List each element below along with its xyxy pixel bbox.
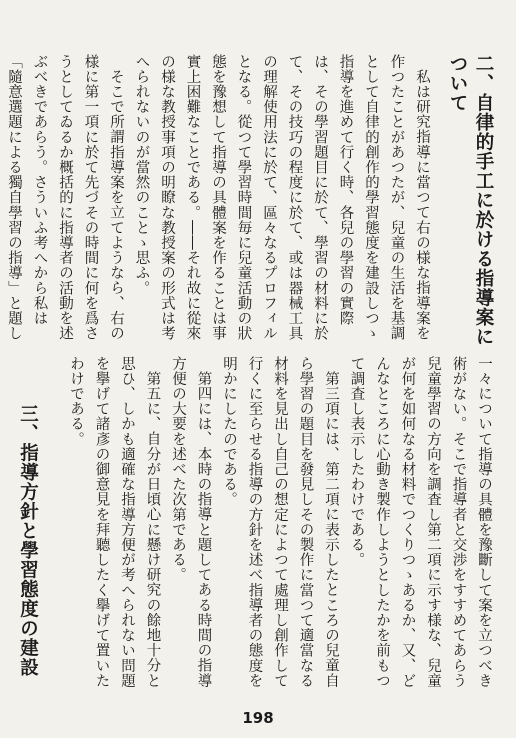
section-3-block: [18, 356, 496, 696]
section-2-paragraph-1: 私は研究指導に當つて右の様な指導案を作つたことがあつたが、兒童の生活を基調として自律的創作的學習態度を建設しつゝ指導を進めて行く時、各兒の學習の實際は、その學習題目に於て、學習の材料に於て、その技巧の程度に於て、或は器械工具の理解使用法に於て、區々なるプロフィルとなる。從つて學習時間毎に兒童活動の狀態を豫想して指導の具體案を作ることは事實上困難なことである。――それ故に從來の様な教授事項の明瞭な教授案の形式は考へられないのが當然のことゝ思ふ。: [133, 54, 430, 341]
section-2-heading: 二、自律的手工に於ける指導案について: [447, 54, 494, 347]
paragraph-fifth-item: 第五に、自分が日頃心に懸け研究の餘地十分と思ひ、しかも適確な指導方便が考へられない問題を擧げて諸彥の御意見を拜聽したく擧げて置いたわけである。: [68, 356, 161, 689]
paragraph-third-item: 第三項には、第二項に表示したところの兒童自ら學習の題目を發見しその製作に當つて適當なる材料を見出し自己の想定によつて處理し創作して行くに至らせる指導の方針を述べ指導者の態度を明かにしたのである。: [221, 356, 339, 689]
continued-paragraph: 一々について指導の具體を豫斷して案を立つべき術がない。そこで指導者と交渉をすすめてあらう兒童學習の方向を調査し第二項に示す様な、兒童が何を如何なる材料でつくりつゝあるか、又、どんなところに心動き製作しようとしたかを前もつて調査し表示したわけである。: [348, 356, 492, 689]
paragraph-fourth-item: 第四には、本時の指導と題してある時間の指導方便の大要を述べた次第である。: [170, 356, 212, 688]
section-3-heading: 三、指導方針と學習態度の建設: [17, 404, 39, 677]
section-2-block: [6, 54, 496, 354]
section-2-paragraph-2: そこで所謂指導案を立てようなら、右の様に第一項に於て先づその時間に何を爲さうとしてゐるか概括的に指導者の活動を述ぶべきであらう。さういふ考へから私は「隨意選題による獨自學習の指導」と題し: [6, 54, 124, 341]
page-number: 198: [242, 709, 274, 727]
